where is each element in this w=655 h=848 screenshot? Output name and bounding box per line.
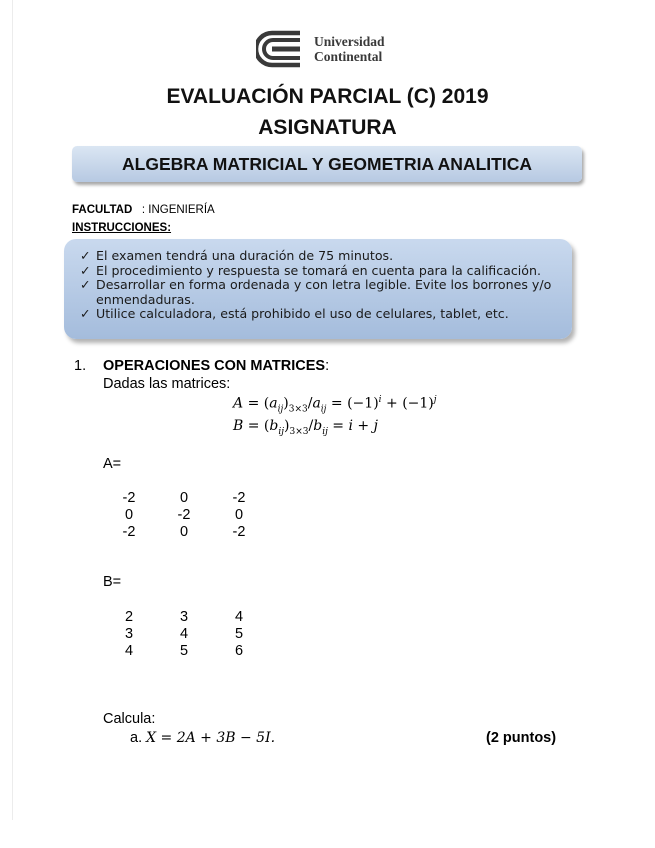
exam-title: EVALUACIÓN PARCIAL (C) 2019	[166, 85, 489, 108]
course-banner	[72, 146, 582, 182]
matrix-cell: -2	[177, 507, 191, 523]
item-a-points: (2 puntos)	[486, 730, 557, 746]
matrix-a-label: A=	[103, 456, 122, 472]
matrix-b-row	[103, 626, 263, 643]
check-icon: ✓	[80, 248, 91, 263]
matrix-a-row	[103, 524, 263, 541]
matrix-cell: 4	[124, 643, 134, 659]
item-a-equation: X = 2A + 3B − 5I.	[146, 730, 276, 746]
matrix-cell: -2	[232, 524, 246, 540]
matrix-cell: 0	[179, 490, 189, 506]
continental-logo-icon	[256, 30, 306, 68]
instruction-text: Utilice calculadora, está prohibido el uso de celulares, tablet, etc.	[96, 306, 509, 321]
subject-heading: ASIGNATURA	[258, 116, 397, 139]
matrix-cell: -2	[122, 524, 136, 540]
instruction-text: El procedimiento y respuesta se tomará en cuenta para la calificación.	[96, 262, 541, 278]
check-icon: ✓	[80, 277, 91, 292]
instructions-box	[64, 239, 572, 339]
university-logo	[256, 30, 385, 68]
logo-line2: Continental	[314, 49, 383, 64]
matrix-cell: 0	[179, 524, 189, 540]
instruction-text: Desarrollar en forma ordenada y con letra legible. Evite los borrones y/o enmendaduras.	[96, 277, 552, 307]
instruction-item	[80, 264, 560, 279]
matrix-cell: 5	[179, 643, 189, 659]
calc-label: Calcula:	[103, 711, 156, 727]
faculty-line	[72, 204, 215, 216]
instructions-title: INSTRUCCIONES:	[72, 222, 172, 234]
matrix-cell: 0	[234, 507, 244, 523]
instruction-item	[80, 249, 560, 264]
matrix-a-row	[103, 507, 263, 524]
question-title	[103, 358, 329, 374]
matrix-cell: -2	[232, 490, 246, 506]
instruction-item	[80, 278, 560, 307]
formula-a: $A = (a_{ij})_{3\times 3}/a_{ij} = (-1)^i + (-1)^j$	[233, 395, 437, 415]
question-intro: Dadas las matrices:	[103, 376, 231, 392]
matrix-cell: -2	[122, 490, 136, 506]
logo-line1: Universidad	[314, 34, 385, 49]
instruction-item	[80, 307, 560, 322]
matrix-cell: 3	[124, 626, 134, 642]
course-name: ALGEBRA MATRICIAL Y GEOMETRIA ANALITICA	[122, 153, 532, 174]
item-a-letter: a.	[130, 730, 143, 746]
question-number: 1.	[74, 358, 87, 374]
item-a	[130, 730, 275, 746]
matrix-a-row	[103, 490, 263, 507]
matrix-cell: 4	[179, 626, 189, 642]
matrix-cell: 4	[234, 609, 244, 625]
matrix-b-row	[103, 643, 263, 660]
faculty-value: : INGENIERÍA	[141, 204, 215, 216]
matrix-cell: 6	[234, 643, 244, 659]
check-icon: ✓	[80, 262, 91, 278]
matrix-b-label: B=	[103, 574, 122, 590]
matrix-cell: 5	[234, 626, 244, 642]
matrix-b-row	[103, 609, 263, 626]
question-title-suffix: :	[325, 358, 330, 374]
check-icon: ✓	[80, 306, 91, 321]
matrix-cell: 2	[124, 609, 134, 625]
matrix-cell: 3	[179, 609, 189, 625]
formula-b: $B = (b_{ij})_{3\times 3}/b_{ij} = i + j$	[233, 418, 378, 437]
faculty-label: FACULTAD	[72, 204, 133, 216]
instruction-text: El examen tendrá una duración de 75 minutos.	[96, 248, 394, 263]
matrix-cell: 0	[124, 507, 134, 523]
question-title-text: OPERACIONES CON MATRICES	[103, 358, 326, 374]
